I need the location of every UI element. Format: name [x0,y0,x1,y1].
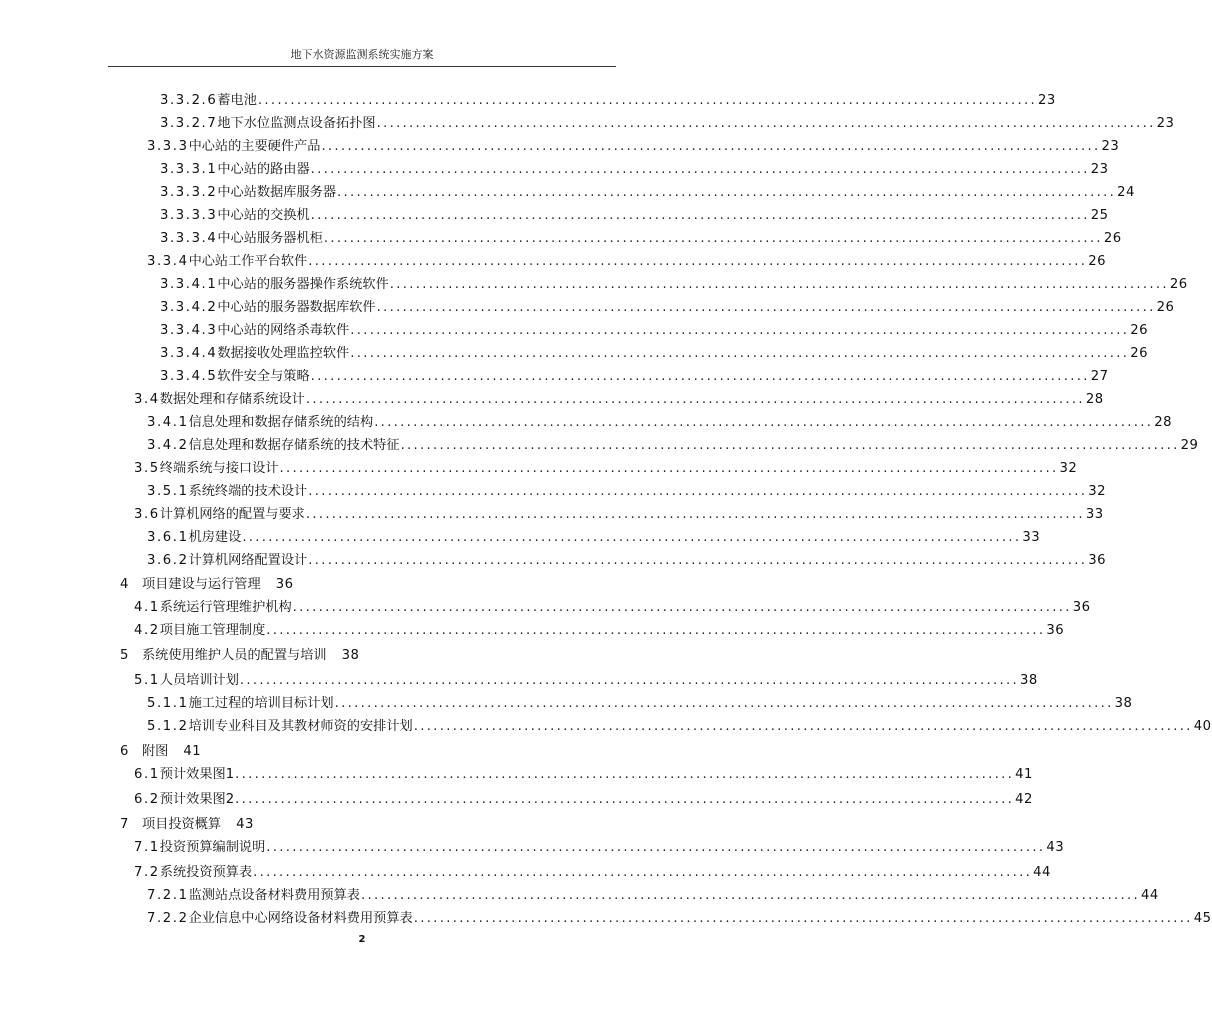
toc-entry-page: 32 [1088,484,1107,499]
toc-dot-leader: ........................................................................................................................ [361,888,1141,903]
toc-entry-number: 5 [120,648,130,663]
toc-entry-title: 预计效果图1 [159,767,235,782]
toc-entry-number: 4.2 [134,623,160,638]
toc-entry-page: 26 [1103,231,1122,246]
toc-entry-number: 5.1 [134,673,160,688]
toc-entry-title: 中心站的路由器 [217,162,310,177]
toc-entry-title: 项目施工管理制度 [159,623,266,638]
toc-dot-leader: ........................................................................................................................ [376,116,1156,131]
toc-entry-number: 3.3.4.5 [160,369,218,384]
toc-entry-number: 7.2 [134,865,160,880]
toc-dot-leader: ........................................................................................................................ [389,277,1169,292]
toc-entry-title: 数据处理和存储系统设计 [159,392,305,407]
toc-entry-number: 3.6.1 [147,530,189,545]
toc-entry[interactable] [134,460,1078,478]
toc-entry-page: 38 [1019,673,1038,688]
toc-entry-title: 施工过程的培训目标计划 [188,696,334,711]
toc-entry[interactable] [147,910,1212,928]
toc-entry-title: 计算机网络配置设计 [188,553,308,568]
toc-entry-title: 系统投资预算表 [159,865,253,880]
toc-entry-number: 5.1.1 [147,696,189,711]
toc-entry-title: 人员培训计划 [159,673,239,688]
toc-entry[interactable] [147,483,1107,501]
toc-entry-page: 26 [1169,277,1188,292]
toc-entry-page: 23 [1090,162,1109,177]
toc-entry[interactable] [147,552,1107,570]
toc-entry-title: 软件安全与策略 [217,369,310,384]
toc-entry-page: 26 [1088,254,1107,269]
toc-entry[interactable] [134,672,1038,690]
toc-entry[interactable] [160,345,1149,363]
toc-entry-title: 地下水位监测点设备拓扑图 [217,116,376,131]
toc-entry-number: 4 [120,577,130,592]
toc-entry-number: 3.5 [134,461,160,476]
toc-entry-page: 23 [1037,93,1056,108]
toc-entry-title: 系统运行管理维护机构 [159,600,292,615]
toc-entry-title: 中心站服务器机柜 [217,231,323,246]
toc-entry-page: 28 [1085,392,1104,407]
toc-entry-number: 3.6 [134,507,160,522]
toc-entry-page: 38 [341,648,360,663]
toc-entry[interactable] [147,718,1212,736]
toc-entry-number: 3.3.2.7 [160,116,218,131]
toc-entry-number: 6 [120,744,130,759]
toc-entry-number: 3.5.1 [147,484,189,499]
toc-entry-page: 24 [1117,185,1135,200]
toc-entry-page: 23 [1101,139,1120,154]
toc-entry-title: 预计效果图2 [159,792,235,807]
toc-dot-leader: ........................................................................................................................ [242,530,1022,545]
toc-dot-leader: ........................................................................................................................ [337,185,1117,200]
toc-entry-number: 3.3.4.3 [160,323,218,338]
toc-dot-leader: ........................................................................................................................ [400,438,1180,453]
toc-entry-title: 中心站的服务器操作系统软件 [217,277,389,292]
toc-entry[interactable] [134,791,1033,809]
toc-entry-title: 项目建设与运行管理 [142,577,261,592]
toc-entry-page: 26 [1130,323,1149,338]
toc-entry-title: 监测站点设备材料费用预算表 [188,888,360,903]
toc-entry-page: 36 [275,577,294,592]
toc-entry[interactable] [147,138,1120,156]
toc-entry-page: 26 [1156,300,1175,315]
toc-entry-title: 培训专业科目及其教材师资的安排计划 [188,719,413,734]
toc-entry-title: 附图 [142,744,169,759]
toc-entry[interactable] [147,253,1107,271]
toc-entry[interactable] [134,506,1104,524]
toc-entry[interactable] [160,299,1175,317]
toc-entry-number: 6.1 [134,767,160,782]
toc-dot-leader: ........................................................................................................................ [334,696,1114,711]
toc-entry-page: 36 [1046,623,1065,638]
toc-dot-leader: ........................................................................................................................ [235,767,1015,782]
toc-dot-leader: ........................................................................................................................ [308,484,1088,499]
toc-dot-leader: ........................................................................................................................ [292,600,1072,615]
toc-entry[interactable] [160,207,1109,225]
toc-entry-number: 3.6.2 [147,553,189,568]
toc-entry[interactable] [120,576,293,594]
toc-entry-page: 28 [1154,415,1172,430]
toc-dot-leader: ........................................................................................................................ [321,139,1101,154]
toc-dot-leader: ........................................................................................................................ [310,369,1090,384]
toc-entry-page: 40 [1193,719,1212,734]
toc-entry[interactable] [160,161,1109,179]
toc-entry-number: 3.3.3.1 [160,162,218,177]
toc-dot-leader: ........................................................................................................................ [239,673,1019,688]
toc-entry-page: 41 [183,744,202,759]
toc-dot-leader: ........................................................................................................................ [279,461,1059,476]
toc-entry-number: 7 [120,817,130,832]
toc-entry[interactable] [147,437,1199,455]
toc-dot-leader: ........................................................................................................................ [374,415,1154,430]
toc-entry-number: 3.3.3.4 [160,231,218,246]
toc-dot-leader: ........................................................................................................................ [376,300,1156,315]
toc-dot-leader: ........................................................................................................................ [310,162,1090,177]
toc-entry[interactable] [147,887,1159,905]
toc-entry-title: 蓄电池 [217,93,257,108]
toc-entry[interactable] [160,92,1056,110]
toc-entry-title: 投资预算编制说明 [159,840,266,855]
running-header: 地下水资源监测系统实施方案 [290,48,434,61]
toc-entry-number: 6.2 [134,792,160,807]
toc-entry[interactable] [134,839,1065,857]
toc-dot-leader: ........................................................................................................................ [310,208,1090,223]
toc-dot-leader: ........................................................................................................................ [266,623,1046,638]
toc-dot-leader: ........................................................................................................................ [266,840,1046,855]
toc-entry-number: 3.3.4.1 [160,277,218,292]
toc-entry[interactable] [147,695,1133,713]
toc-dot-leader: ........................................................................................................................ [413,719,1193,734]
toc-entry[interactable] [134,864,1051,882]
toc-entry-title: 项目投资概算 [142,817,222,832]
toc-entry-page: 36 [1072,600,1091,615]
toc-entry-page: 41 [1015,767,1033,782]
toc-entry-page: 45 [1193,911,1212,926]
toc-entry-title: 计算机网络的配置与要求 [159,507,305,522]
toc-dot-leader: ........................................................................................................................ [253,865,1033,880]
toc-entry[interactable] [147,529,1041,547]
toc-entry[interactable] [160,368,1109,386]
toc-dot-leader: ........................................................................................................................ [413,911,1193,926]
toc-entry-number: 4.1 [134,600,160,615]
toc-entry[interactable] [160,322,1149,340]
toc-dot-leader: ........................................................................................................................ [308,254,1088,269]
toc-entry-page: 43 [236,817,254,832]
toc-entry-number: 7.2.1 [147,888,189,903]
toc-entry[interactable] [120,743,201,761]
toc-entry[interactable] [147,414,1172,432]
toc-entry[interactable] [160,276,1188,294]
toc-entry-title: 数据接收处理监控软件 [217,346,350,361]
toc-entry-page: 23 [1156,116,1175,131]
toc-entry-page: 38 [1114,696,1133,711]
toc-dot-leader: ........................................................................................................................ [350,346,1130,361]
toc-entry-number: 3.3.4 [147,254,189,269]
toc-entry-number: 7.2.2 [147,911,189,926]
toc-entry-title: 信息处理和数据存储系统的技术特征 [188,438,400,453]
toc-entry-title: 终端系统与接口设计 [159,461,279,476]
toc-entry-page: 42 [1015,792,1033,807]
toc-entry-number: 3.3.3.3 [160,208,218,223]
toc-entry[interactable] [134,766,1033,784]
toc-entry[interactable] [160,230,1122,248]
toc-entry[interactable] [120,647,359,665]
toc-entry-number: 3.3.4.4 [160,346,218,361]
toc-dot-leader: ........................................................................................................................ [305,507,1085,522]
toc-entry-title: 系统使用维护人员的配置与培训 [142,648,327,663]
toc-entry-page: 44 [1141,888,1159,903]
toc-entry-number: 3.3.3 [147,139,189,154]
toc-dot-leader: ........................................................................................................................ [323,231,1103,246]
toc-entry-number: 3.4.1 [147,415,189,430]
toc-dot-leader: ........................................................................................................................ [235,792,1015,807]
toc-entry-title: 系统终端的技术设计 [188,484,308,499]
toc-dot-leader: ........................................................................................................................ [257,93,1037,108]
toc-entry-number: 3.3.2.6 [160,93,218,108]
toc-entry-number: 3.3.3.2 [160,185,218,200]
toc-entry-title: 中心站的网络杀毒软件 [217,323,350,338]
toc-entry[interactable] [160,115,1175,133]
toc-entry-number: 3.4.2 [147,438,189,453]
toc-entry-page: 33 [1022,530,1041,545]
toc-entry-title: 中心站工作平台软件 [188,254,308,269]
toc-entry-page: 25 [1090,208,1109,223]
toc-entry-page: 32 [1059,461,1078,476]
toc-entry-title: 信息处理和数据存储系统的结构 [188,415,374,430]
toc-entry-number: 3.4 [134,392,160,407]
page-number: 2 [358,934,366,945]
toc-entry-title: 中心站的主要硬件产品 [188,139,321,154]
toc-entry-title: 中心站数据库服务器 [217,185,337,200]
toc-dot-leader: ........................................................................................................................ [350,323,1130,338]
toc-entry-page: 36 [1088,553,1107,568]
toc-entry-page: 27 [1090,369,1109,384]
toc-entry-title: 中心站的交换机 [217,208,310,223]
toc-entry-page: 43 [1046,840,1065,855]
toc-entry[interactable] [120,816,254,834]
toc-entry-title: 企业信息中心网络设备材料费用预算表 [188,911,413,926]
toc-entry-number: 7.1 [134,840,160,855]
toc-entry[interactable] [134,391,1104,409]
toc-entry-number: 5.1.2 [147,719,189,734]
toc-entry-number: 3.3.4.2 [160,300,218,315]
toc-entry-page: 33 [1085,507,1104,522]
toc-dot-leader: ........................................................................................................................ [305,392,1085,407]
toc-entry-page: 26 [1130,346,1149,361]
toc-dot-leader: ........................................................................................................................ [308,553,1088,568]
toc-entry-page: 44 [1033,865,1051,880]
toc-entry-title: 中心站的服务器数据库软件 [217,300,376,315]
toc-entry[interactable] [160,184,1135,202]
toc-entry-title: 机房建设 [188,530,242,545]
toc-entry-page: 29 [1180,438,1199,453]
toc-entry[interactable] [134,622,1065,640]
toc-entry[interactable] [134,599,1091,617]
